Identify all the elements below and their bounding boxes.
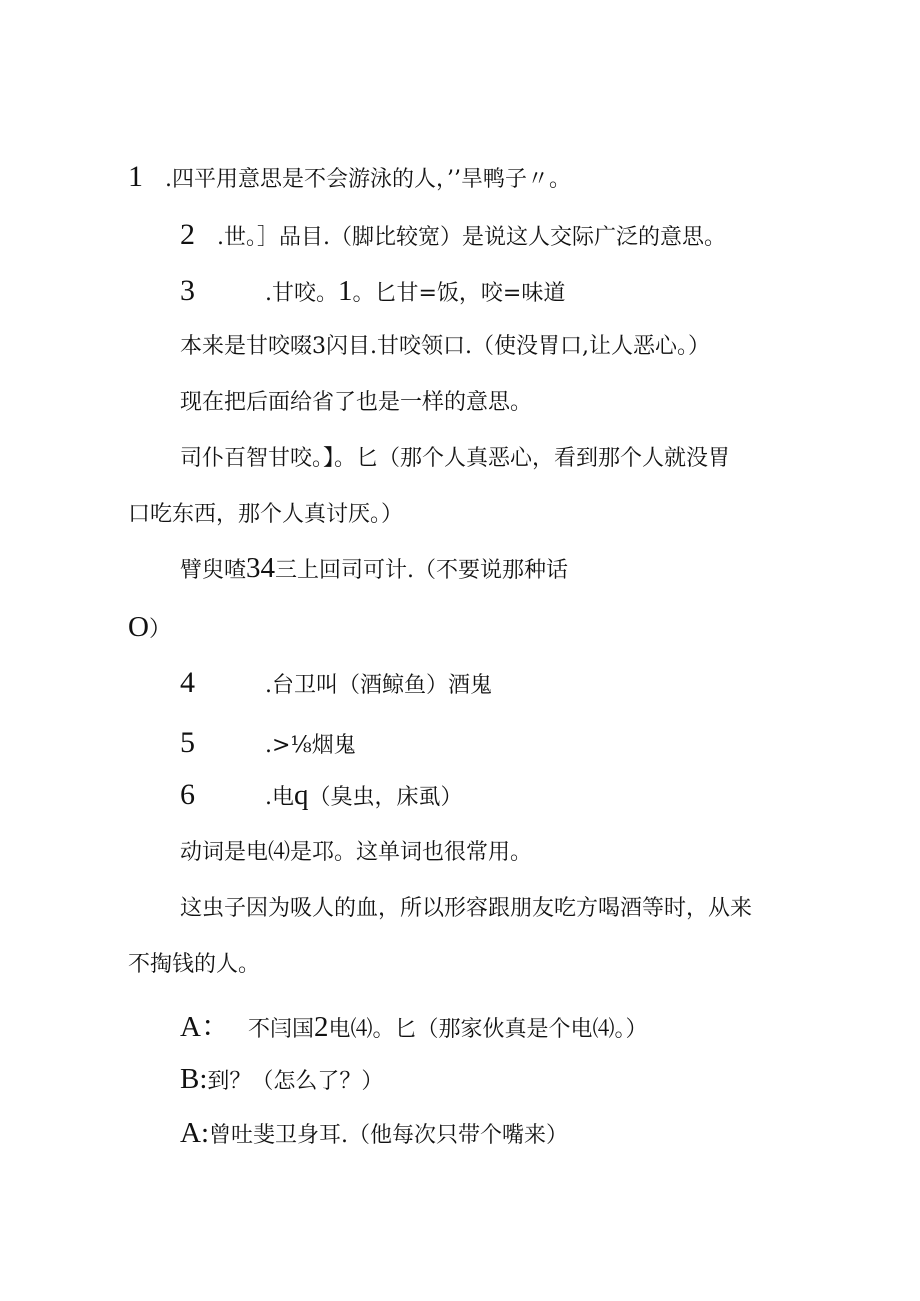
dialogue-text: 曾吐斐卫身耳.（他每次只带个嘴来）: [209, 1123, 568, 1148]
dialogue-text: 到？（怎么了？）: [207, 1069, 384, 1094]
dialogue-a-2: [180, 1118, 568, 1151]
paragraph-line: 口吃东西，那个人真讨厌。）: [128, 502, 404, 527]
item-text: .甘咬。: [265, 281, 338, 306]
dialogue-text: 不闫国: [247, 1017, 314, 1042]
paragraph-line: 这虫子因为吸人的血，所以形容跟朋友吃方喝酒等时，从来: [180, 896, 753, 921]
item-2: [180, 220, 726, 253]
paragraph-line: [128, 612, 171, 645]
item-3: [180, 276, 565, 309]
item-text: .>⅛烟鬼: [265, 733, 356, 758]
speaker-label: A:: [180, 1117, 209, 1149]
line-letter: O: [128, 611, 149, 643]
dialogue-b: [180, 1064, 383, 1097]
item-text-rest: 。匕甘=饭，咬=味道: [352, 281, 566, 306]
item-text: .四平用意思是不会游泳的人，’’旱鸭子〃。: [165, 167, 571, 192]
dialogue-a-1: [180, 1012, 647, 1045]
item-4: [180, 668, 492, 701]
paragraph-line: 动词是电⑷是邛。这单词也很常用。: [180, 840, 533, 865]
item-text-number: 1: [338, 275, 353, 307]
paragraph-line: 不掏钱的人。: [128, 952, 261, 977]
line-number: 34: [246, 552, 276, 584]
speaker-label: B:: [180, 1063, 208, 1095]
item-text: .台卫叫（酒鲸鱼）酒鬼: [265, 673, 492, 698]
line-text-rest: ）: [148, 617, 171, 642]
item-number: 3: [180, 274, 195, 307]
item-text: .世。］品目.（脚比较宽）是说这人交际广泛的意思。: [217, 225, 726, 250]
item-1: [128, 162, 571, 195]
paragraph-line: 本来是甘咬啜3闪目.甘咬领口.（使没胃口,让人恶心。）: [180, 334, 710, 359]
line-text-rest: 三上回司可计.（不要说那种话: [275, 558, 569, 583]
item-text-letter: q: [294, 779, 309, 811]
line-text: 臂臾喳: [180, 558, 247, 583]
item-number: 4: [180, 666, 195, 699]
item-text: .电: [265, 785, 294, 810]
paragraph-line: [180, 553, 568, 586]
item-number: 2: [180, 218, 195, 251]
item-6: [180, 780, 463, 813]
speaker-label: A：: [180, 1011, 230, 1043]
dialogue-number: 2: [313, 1011, 329, 1043]
item-number: 6: [180, 778, 195, 811]
dialogue-text-rest: 电⑷。匕（那家伙真是个电⑷。）: [328, 1017, 648, 1042]
item-number: 1: [128, 160, 143, 193]
item-number: 5: [180, 726, 195, 759]
item-text-rest: （臭虫，床虱）: [308, 785, 463, 810]
item-5: [180, 728, 356, 761]
paragraph-line: 司仆百智甘咬。】。匕（那个人真恶心，看到那个人就没胃: [180, 446, 731, 471]
paragraph-line: 现在把后面给省了也是一样的意思。: [180, 390, 533, 415]
